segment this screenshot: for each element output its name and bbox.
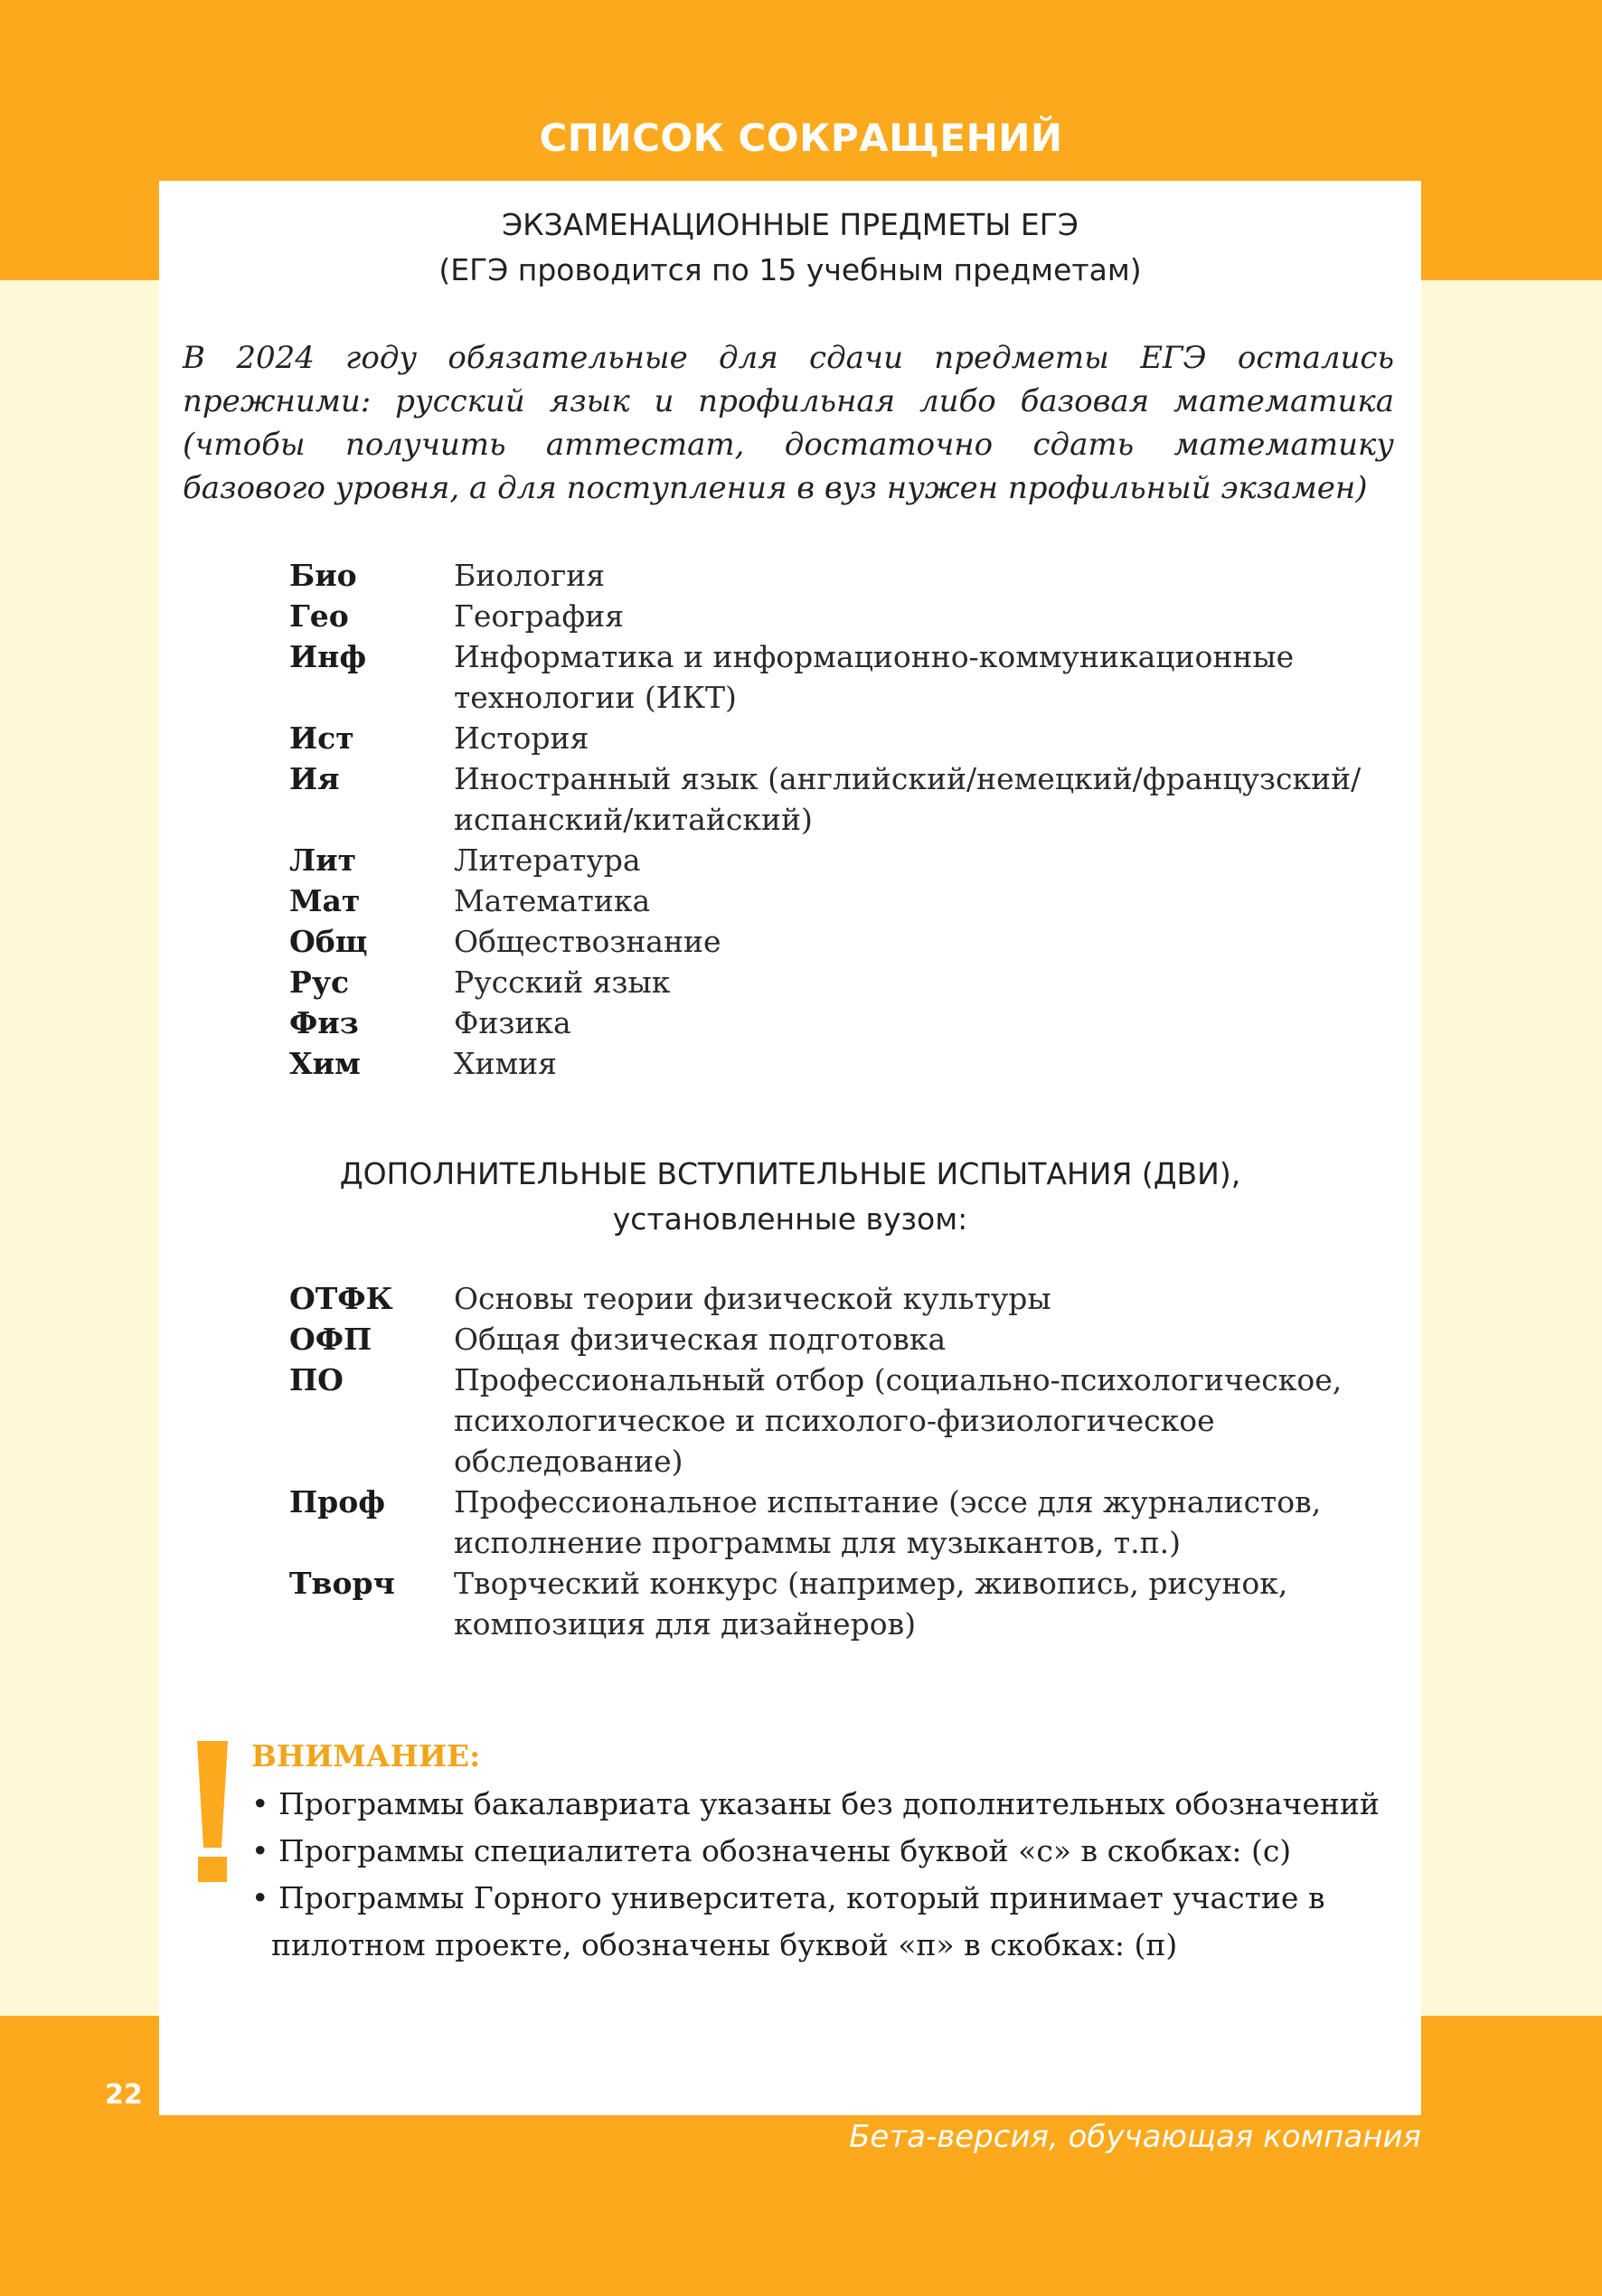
abbreviation-row [289, 1278, 1401, 1319]
abbreviation-description: Информатика и информационно-коммуникационные технологии (ИКТ) [454, 639, 1295, 715]
abbreviation-description: Литература [454, 842, 641, 878]
abbreviation-code: Творч [289, 1566, 395, 1601]
abbreviation-code: ОТФК [289, 1281, 393, 1316]
abbreviation-row [289, 921, 1401, 962]
abbreviation-description: Профессиональное испытание (эссе для журналистов, исполнение программы для музыкантов, т.п.) [454, 1484, 1322, 1560]
abbreviation-row [289, 1482, 1401, 1563]
abbreviation-description: Основы теории физической культуры [454, 1281, 1051, 1316]
ege-intro-paragraph: В 2024 году обязательные для сдачи предметы ЕГЭ остались прежними: русский язык и профильная либо базовая математика (чтобы получить аттестат, достаточно сдать математику базового уровня, а для поступления в вуз нужен профильный экзамен) [183, 340, 1394, 506]
attention-item: • Программы бакалавриата указаны без дополнительных обозначений [251, 1786, 1380, 1821]
dvi-section-heading [159, 1152, 1421, 1242]
ege-section-heading [159, 202, 1421, 293]
footer-note: Бета-версия, обучающая компания [849, 2119, 1421, 2155]
page-title: СПИСОК СОКРАЩЕНИЙ [539, 116, 1063, 160]
abbreviation-code: Физ [289, 1005, 359, 1040]
abbreviation-code: Рус [289, 965, 350, 1000]
dvi-heading: ДОПОЛНИТЕЛЬНЫЕ ВСТУПИТЕЛЬНЫЕ ИСПЫТАНИЯ (ДВИ), [339, 1156, 1241, 1191]
abbreviation-row [289, 1319, 1401, 1360]
attention-item: • Программы Горного университета, который принимает участие в пилотном проекте, обозначены буквой «п» в скобках: (п) [251, 1880, 1325, 1962]
dvi-subheading: установленные вузом: [612, 1201, 968, 1237]
ege-heading: ЭКЗАМЕНАЦИОННЫЕ ПРЕДМЕТЫ ЕГЭ [502, 207, 1079, 242]
attention-item: • Программы специалитета обозначены буквой «с» в скобках: (с) [251, 1833, 1292, 1868]
abbreviation-row [289, 596, 1401, 636]
abbreviation-code: Общ [289, 924, 368, 959]
abbreviation-code: ОФП [289, 1322, 372, 1357]
abbreviation-code: Ист [289, 720, 354, 756]
abbreviation-description: География [454, 598, 624, 634]
abbreviation-description: Биология [454, 558, 606, 593]
abbreviation-row [289, 880, 1401, 921]
abbreviation-code: Лит [289, 842, 357, 878]
abbreviation-description: Иностранный язык (английский/немецкий/французский/ испанский/китайский) [454, 761, 1362, 837]
abbreviation-row [289, 1563, 1401, 1644]
abbreviation-code: Проф [289, 1484, 386, 1520]
abbreviation-row [289, 1360, 1401, 1482]
exclamation-icon [197, 1741, 228, 1882]
abbreviation-code: ПО [289, 1362, 344, 1397]
abbreviation-description: Физика [454, 1005, 571, 1040]
abbreviation-row [289, 555, 1401, 596]
abbreviation-description: Творческий конкурс (например, живопись, рисунок, композиция для дизайнеров) [454, 1566, 1288, 1642]
abbreviation-code: Гео [289, 598, 349, 634]
abbreviation-code: Мат [289, 883, 361, 918]
abbreviation-row [289, 962, 1401, 1002]
abbreviation-description: История [454, 720, 589, 756]
abbreviation-description: Общая физическая подготовка [454, 1322, 947, 1357]
page-number: 22 [105, 2079, 143, 2111]
abbreviation-row [289, 636, 1401, 718]
abbreviation-code: Био [289, 558, 357, 593]
abbreviation-description: Обществознание [454, 924, 721, 959]
abbreviation-row [289, 1043, 1401, 1084]
abbreviation-code: Ия [289, 761, 340, 796]
abbreviation-row [289, 718, 1401, 758]
abbreviation-row [289, 758, 1401, 840]
abbreviation-code: Инф [289, 639, 367, 674]
abbreviation-code: Хим [289, 1046, 361, 1081]
abbreviation-description: Профессиональный отбор (социально-психологическое, психологическое и психолого-физиологическое обследование) [454, 1362, 1343, 1479]
abbreviation-description: Химия [454, 1046, 557, 1081]
ege-abbreviation-list [289, 555, 1401, 1084]
dvi-abbreviation-list [289, 1278, 1401, 1644]
abbreviation-description: Математика [454, 883, 651, 918]
ege-subheading: (ЕГЭ проводится по 15 учебным предметам) [438, 252, 1142, 287]
attention-title: ВНИМАНИЕ: [251, 1738, 481, 1774]
abbreviation-description: Русский язык [454, 965, 671, 1000]
abbreviation-row [289, 1002, 1401, 1043]
attention-block [251, 1736, 1409, 1969]
abbreviation-row [289, 840, 1401, 880]
